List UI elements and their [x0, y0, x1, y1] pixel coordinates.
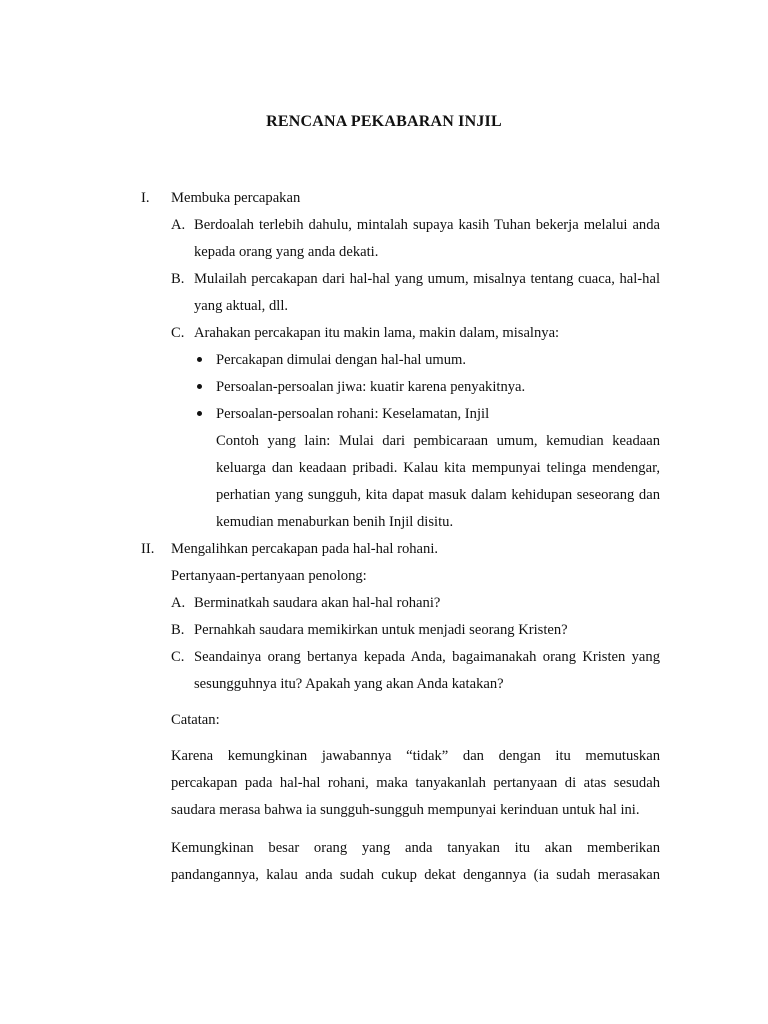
bullet-item-1: Percakapan dimulai dengan hal-hal umum. [216, 352, 467, 368]
section-2-item-b-letter: B. [171, 622, 185, 638]
bullet-dot-icon [197, 384, 202, 389]
section-2-item-a-line-1: Berminatkah saudara akan hal-hal rohani? [194, 595, 441, 611]
example-line-3: perhatian yang sungguh, kita dapat masuk dalam kehidupan seseorang dan [216, 487, 660, 503]
example-line-2: keluarga dan keadaan pribadi. Kalau kita mempunyai telinga mendengar, [216, 460, 660, 476]
bullet-dot-icon [197, 411, 202, 416]
document-title: RENCANA PEKABARAN INJIL [266, 113, 502, 130]
section-1-item-c-line-1: Arahakan percakapan itu makin lama, makin dalam, misalnya: [194, 325, 560, 341]
note-paragraph-1-line-3: saudara merasa bahwa ia sungguh-sungguh mempunyai kerinduan untuk hal ini. [171, 802, 640, 818]
note-paragraph-2-line-1: Kemungkinan besar orang yang anda tanyakan itu akan memberikan [171, 840, 660, 856]
example-line-4: kemudian menaburkan benih Injil disitu. [216, 514, 454, 530]
section-1-item-b-line-1: Mulailah percakapan dari hal-hal yang umum, misalnya tentang cuaca, hal-hal [194, 271, 660, 287]
section-1-item-b-letter: B. [171, 271, 185, 287]
section-2-heading: Mengalihkan percakapan pada hal-hal rohani. [171, 541, 439, 557]
section-1-number: I. [141, 190, 150, 206]
note-paragraph-1-line-2: percakapan pada hal-hal rohani, maka tanyakanlah pertanyaan di atas sesudah [171, 775, 660, 791]
bullet-item-2: Persoalan-persoalan jiwa: kuatir karena penyakitnya. [216, 379, 526, 395]
section-2-item-a-letter: A. [171, 595, 186, 611]
section-2-subheading: Pertanyaan-pertanyaan penolong: [171, 568, 367, 584]
section-1-item-a-line-1: Berdoalah terlebih dahulu, mintalah supaya kasih Tuhan bekerja melalui anda [194, 217, 660, 233]
section-2-item-c-line-2: sesungguhnya itu? Apakah yang akan Anda katakan? [194, 676, 504, 692]
bullet-item-3: Persoalan-persoalan rohani: Keselamatan, Injil [216, 406, 490, 422]
section-2-item-c-line-1: Seandainya orang bertanya kepada Anda, bagaimanakah orang Kristen yang [194, 649, 660, 665]
note-label: Catatan: [171, 712, 220, 728]
section-1-item-a-letter: A. [171, 217, 186, 233]
bullet-dot-icon [197, 357, 202, 362]
note-paragraph-2-line-2: pandangannya, kalau anda sudah cukup dekat dengannya (ia sudah merasakan [171, 867, 660, 883]
section-2-item-b-line-1: Pernahkah saudara memikirkan untuk menjadi seorang Kristen? [194, 622, 568, 638]
section-1-item-c-letter: C. [171, 325, 185, 341]
note-paragraph-1-line-1: Karena kemungkinan jawabannya “tidak” dan dengan itu memutuskan [171, 748, 660, 764]
section-2-item-c-letter: C. [171, 649, 185, 665]
example-line-1: Contoh yang lain: Mulai dari pembicaraan umum, kemudian keadaan [216, 433, 660, 449]
section-1-heading: Membuka percapakan [171, 190, 301, 206]
section-1-item-a-line-2: kepada orang yang anda dekati. [194, 244, 379, 260]
section-1-item-b-line-2: yang aktual, dll. [194, 298, 289, 314]
section-2-number: II. [141, 541, 155, 557]
